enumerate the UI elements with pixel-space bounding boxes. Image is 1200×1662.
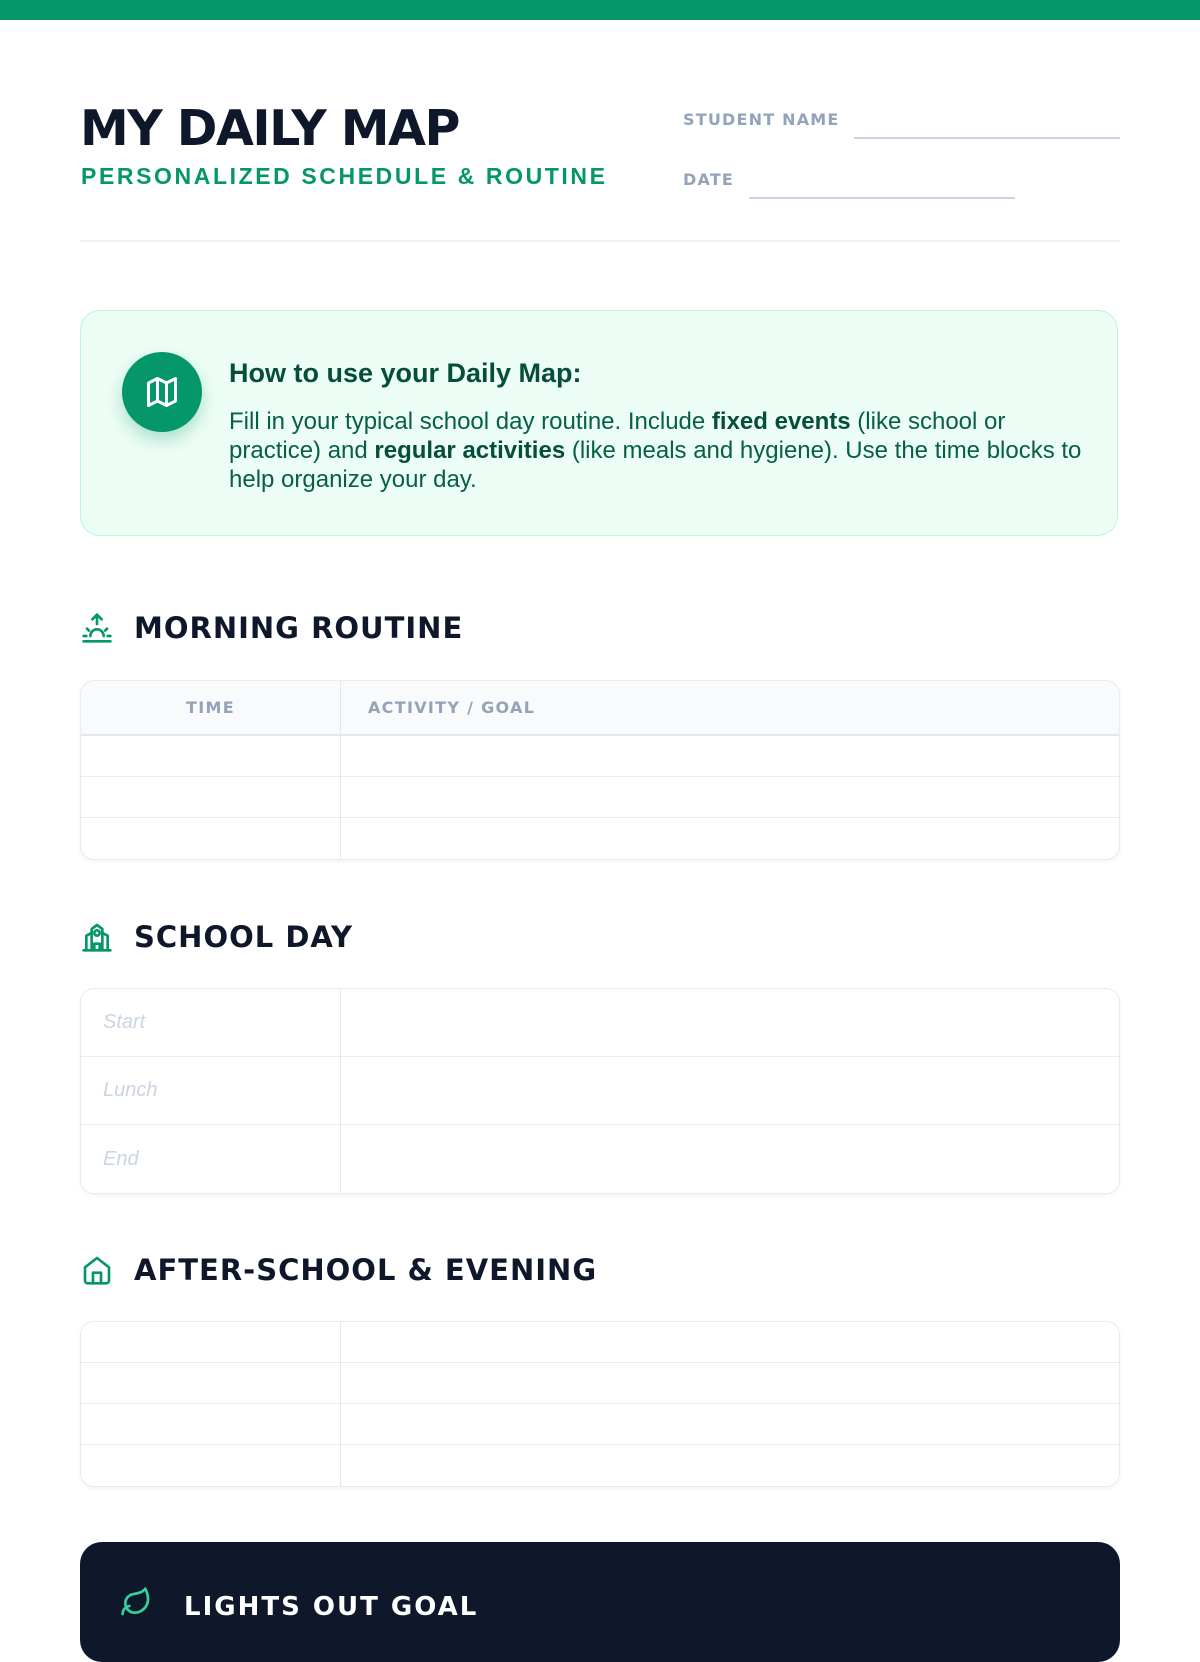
table-row <box>81 1057 1119 1125</box>
instructions-box <box>80 310 1118 536</box>
time-cell[interactable] <box>81 818 341 859</box>
instructions-title: How to use your Daily Map: <box>229 358 582 388</box>
morning-routine-header <box>80 608 463 648</box>
date-field[interactable] <box>749 197 1015 199</box>
activity-cell[interactable] <box>341 1363 1119 1403</box>
header-divider <box>80 240 1120 242</box>
map-icon <box>122 352 202 432</box>
activity-cell[interactable] <box>341 989 1119 1056</box>
table-row <box>81 1125 1119 1193</box>
activity-cell[interactable] <box>341 777 1119 817</box>
school-icon <box>80 920 114 954</box>
fixed-events-emphasis: fixed events <box>711 408 851 435</box>
time-cell[interactable] <box>81 1322 341 1362</box>
table-row <box>81 818 1119 859</box>
time-cell[interactable] <box>81 1404 341 1444</box>
time-cell[interactable] <box>81 1445 341 1486</box>
morning-routine-table <box>80 680 1120 860</box>
school-day-header <box>80 917 353 957</box>
activity-cell[interactable] <box>341 818 1119 859</box>
activity-cell[interactable] <box>341 1057 1119 1124</box>
activity-cell[interactable] <box>341 1125 1119 1193</box>
page-title: MY DAILY MAP <box>80 100 459 157</box>
morning-routine-title: MORNING ROUTINE <box>134 611 464 645</box>
time-cell[interactable] <box>81 1363 341 1403</box>
student-name-label: STUDENT NAME <box>683 110 840 129</box>
start-time-cell[interactable]: Start <box>81 989 341 1056</box>
regular-activities-emphasis: regular activities <box>374 437 566 464</box>
lunch-time-cell[interactable]: Lunch <box>81 1057 341 1124</box>
activity-cell[interactable] <box>341 1322 1119 1362</box>
school-day-title: SCHOOL DAY <box>134 920 354 954</box>
date-label: DATE <box>683 170 735 189</box>
evening-title: AFTER-SCHOOL & EVENING <box>134 1253 598 1287</box>
time-column-header: TIME <box>81 681 341 734</box>
table-row <box>81 736 1119 777</box>
lights-out-goal-title: LIGHTS OUT GOAL <box>184 1592 479 1622</box>
sunrise-icon <box>80 611 114 645</box>
school-day-table <box>80 988 1120 1194</box>
time-cell[interactable] <box>81 736 341 776</box>
home-icon <box>80 1253 114 1287</box>
top-accent-bar <box>0 0 1200 20</box>
table-row <box>81 1322 1119 1363</box>
student-name-field[interactable] <box>854 137 1120 139</box>
leaf-icon <box>120 1586 152 1618</box>
activity-cell[interactable] <box>341 1445 1119 1486</box>
end-time-cell[interactable]: End <box>81 1125 341 1193</box>
activity-column-header: ACTIVITY / GOAL <box>368 698 536 717</box>
instructions-text: Fill in your typical school day routine. Include fixed events (like school or practice) and regular activities (like meals and hygiene). Use the time blocks to help organize your day. <box>229 408 1082 493</box>
table-row <box>81 1404 1119 1445</box>
table-row <box>81 989 1119 1057</box>
activity-cell[interactable] <box>341 1404 1119 1444</box>
table-header-row <box>81 681 1119 736</box>
table-row <box>81 1363 1119 1404</box>
table-row <box>81 1445 1119 1486</box>
evening-header <box>80 1250 597 1290</box>
evening-table <box>80 1321 1120 1487</box>
lights-out-goal-card <box>80 1542 1120 1662</box>
time-cell[interactable] <box>81 777 341 817</box>
page-subtitle: PERSONALIZED SCHEDULE & ROUTINE <box>81 163 608 189</box>
table-row <box>81 777 1119 818</box>
activity-cell[interactable] <box>341 736 1119 776</box>
